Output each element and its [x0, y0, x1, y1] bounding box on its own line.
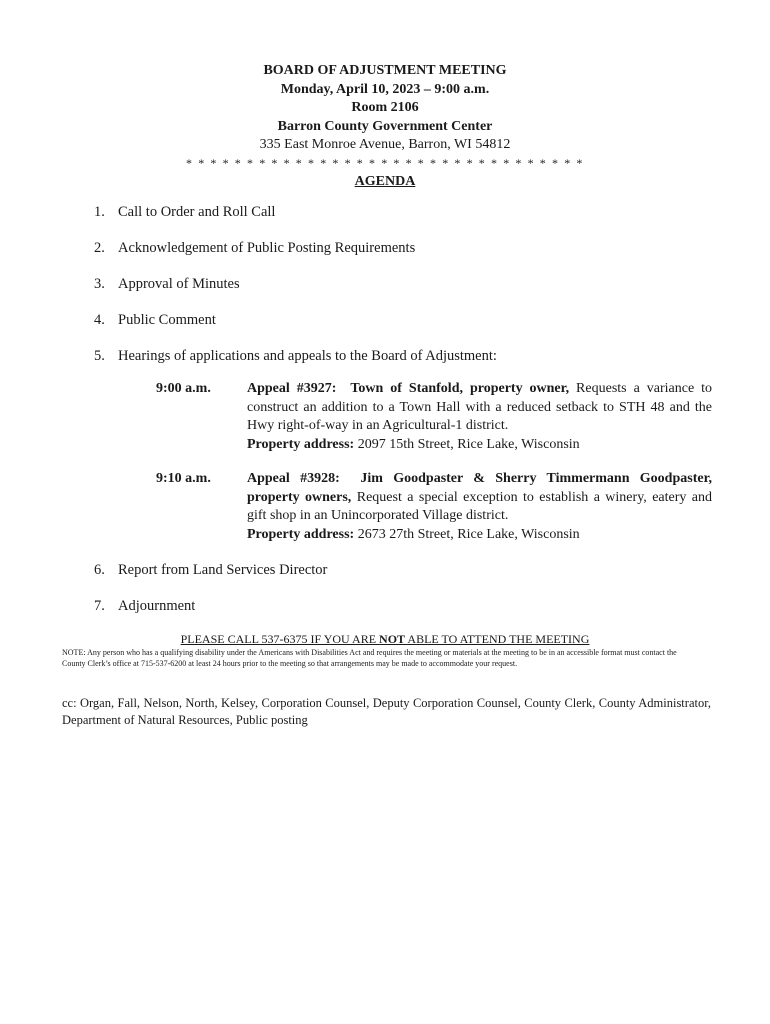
meeting-date: Monday, April 10, 2023 – 9:00 a.m. [280, 81, 490, 97]
hearing-time: 9:00 a.m. [156, 381, 211, 396]
hearing-description [247, 380, 712, 436]
attendance-notice [0, 632, 770, 646]
meeting-title: BOARD OF ADJUSTMENT MEETING [263, 63, 507, 78]
agenda-item [94, 239, 415, 257]
agenda-item-label: Hearings of applications and appeals to the Board of Adjustment: [118, 348, 497, 364]
agenda-item [94, 561, 327, 579]
star-divider: * * * * * * * * * * * * * * * * * * * * * * * * * * * * * * * * * [186, 155, 584, 170]
hearing-request: Request a special exception to establish a winery, eatery and gift shop in an Unincorporated Village district. [247, 489, 713, 523]
agenda-item [94, 311, 216, 329]
agenda-item-number: 3. [94, 276, 105, 292]
property-address [247, 436, 580, 455]
agenda-item-label: Acknowledgement of Public Posting Requirements [118, 240, 416, 256]
agenda-item [94, 597, 195, 615]
agenda-item-label: Call to Order and Roll Call [118, 204, 276, 220]
agenda-item [94, 275, 240, 293]
agenda-item-number: 4. [94, 312, 105, 328]
agenda-item-number: 7. [94, 598, 105, 614]
accessibility-note: NOTE: Any person who has a qualifying disability under the Americans with Disabilities Act and requires the meeting or materials at the meeting to be in an accessible format must contact the County Clerk’s office at 715-537-6200 at least 24 hours prior to the meeting so that arrangements may be made to accommodate your request. [62, 648, 677, 668]
agenda-item-number: 2. [94, 240, 105, 256]
agenda-item-label: Report from Land Services Director [118, 562, 328, 578]
agenda-item-number: 1. [94, 204, 105, 220]
attendance-notice-emphasis: NOT [379, 632, 406, 646]
agenda-item-number: 5. [94, 348, 105, 364]
property-address-label: Property address: [247, 436, 355, 452]
meeting-venue: Barron County Government Center [277, 118, 493, 134]
attendance-notice-start: PLEASE CALL 537-6375 IF YOU ARE [180, 632, 380, 646]
property-address-value: 2097 15th Street, Rice Lake, Wisconsin [357, 436, 580, 452]
hearing-time: 9:10 a.m. [156, 471, 211, 486]
property-owner: Jim Goodpaster & Sherry Timmermann Goodpaster, property owners, [247, 471, 712, 505]
agenda-item-label: Adjournment [118, 598, 196, 614]
property-owner: Town of Stanfold, property owner, [350, 381, 570, 396]
meeting-room: Room 2106 [351, 100, 419, 115]
cc-list: cc: Organ, Fall, Nelson, North, Kelsey, Corporation Counsel, Deputy Corporation Counsel, County Clerk, County Administrator, Department of Natural Resources, Public posting [62, 696, 711, 727]
agenda-item [94, 203, 275, 221]
appeal-number: Appeal #3927: [247, 381, 337, 396]
agenda-heading: AGENDA [354, 173, 416, 189]
hearing-request: Requests a variance to construct an addition to a Town Hall with a reduced setback to STH 48 and the Hwy right-of-way in an Agricultural-1 district. [247, 381, 713, 433]
property-address [247, 526, 580, 545]
property-address-value: 2673 27th Street, Rice Lake, Wisconsin [357, 526, 580, 542]
agenda-item-number: 6. [94, 562, 105, 578]
meeting-header [0, 62, 770, 191]
appeal-number: Appeal #3928: [247, 471, 340, 486]
attendance-notice-end: ABLE TO ATTEND THE MEETING [405, 632, 590, 646]
agenda-item-label: Public Comment [118, 312, 216, 328]
agenda-item-label: Approval of Minutes [118, 276, 240, 292]
agenda-item [94, 347, 497, 365]
meeting-address: 335 East Monroe Avenue, Barron, WI 54812 [259, 137, 511, 152]
hearing-description [247, 470, 712, 526]
property-address-label: Property address: [247, 526, 355, 542]
